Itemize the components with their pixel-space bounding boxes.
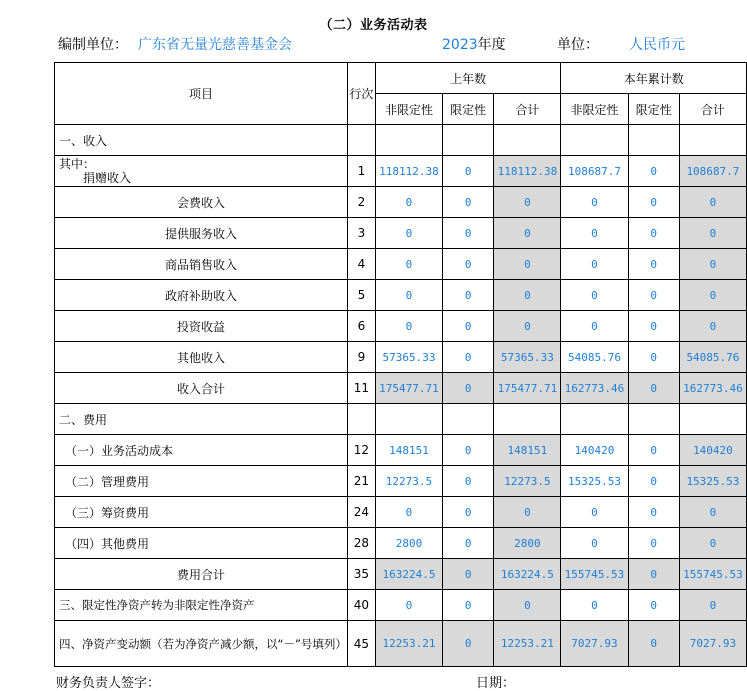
cell-prev-total: 163224.5 [494, 559, 561, 590]
row-label: 提供服务收入 [55, 218, 348, 249]
row-label: 会费收入 [55, 187, 348, 218]
cell-cur-total [679, 404, 746, 435]
cell-prev-restricted: 0 [443, 435, 494, 466]
cell-prev-unrestricted: 0 [375, 249, 442, 280]
cell-prev-restricted: 0 [443, 373, 494, 404]
cell-cur-unrestricted: 0 [561, 311, 628, 342]
cell-cur-unrestricted [561, 404, 628, 435]
table-row [55, 621, 747, 667]
table-row [55, 404, 747, 435]
cell-prev-total [494, 125, 561, 156]
cell-prev-total: 12273.5 [494, 466, 561, 497]
cell-prev-unrestricted: 118112.38 [375, 156, 442, 187]
report-year-suffix: 年度 [477, 37, 506, 53]
cell-prev-unrestricted [375, 125, 442, 156]
row-line-number: 35 [347, 559, 375, 590]
cell-prev-unrestricted: 0 [375, 311, 442, 342]
row-line-number [347, 404, 375, 435]
cell-cur-unrestricted: 54085.76 [561, 342, 628, 373]
cell-cur-restricted: 0 [628, 528, 679, 559]
cell-cur-unrestricted [561, 125, 628, 156]
cell-cur-total: 0 [679, 187, 746, 218]
activity-table [54, 62, 747, 667]
table-row [55, 373, 747, 404]
cell-cur-total: 0 [679, 590, 746, 621]
cell-cur-unrestricted: 0 [561, 249, 628, 280]
cell-cur-restricted: 0 [628, 311, 679, 342]
cell-cur-total: 108687.7 [679, 156, 746, 187]
unit-name: 广东省无量光慈善基金会 [138, 37, 292, 53]
cell-cur-total: 54085.76 [679, 342, 746, 373]
table-body [55, 125, 747, 667]
cell-cur-unrestricted: 0 [561, 280, 628, 311]
cell-cur-total: 162773.46 [679, 373, 746, 404]
table-row [55, 280, 747, 311]
cell-prev-restricted: 0 [443, 528, 494, 559]
cell-cur-restricted [628, 125, 679, 156]
cell-prev-restricted: 0 [443, 156, 494, 187]
cell-cur-total: 7027.93 [679, 621, 746, 667]
row-line-number: 1 [347, 156, 375, 187]
cell-cur-total: 155745.53 [679, 559, 746, 590]
report-period [442, 34, 506, 54]
cell-cur-restricted: 0 [628, 621, 679, 667]
header-prev-unrestricted: 非限定性 [375, 94, 442, 125]
cell-cur-unrestricted: 0 [561, 218, 628, 249]
cell-prev-restricted [443, 404, 494, 435]
cell-prev-restricted: 0 [443, 621, 494, 667]
header-line: 行次 [347, 63, 375, 125]
row-line-number: 24 [347, 497, 375, 528]
cell-cur-total: 15325.53 [679, 466, 746, 497]
cell-prev-total [494, 404, 561, 435]
header-item: 项目 [55, 63, 348, 125]
cell-cur-unrestricted: 0 [561, 187, 628, 218]
cell-cur-unrestricted: 155745.53 [561, 559, 628, 590]
cell-prev-total: 12253.21 [494, 621, 561, 667]
cell-cur-restricted: 0 [628, 497, 679, 528]
cell-cur-restricted: 0 [628, 590, 679, 621]
header-cur-year: 本年累计数 [561, 63, 747, 94]
cell-prev-total: 0 [494, 187, 561, 218]
row-line-number: 9 [347, 342, 375, 373]
cell-prev-unrestricted: 0 [375, 218, 442, 249]
row-label: 费用合计 [55, 559, 348, 590]
row-label: 三、限定性净资产转为非限定性净资产 [55, 590, 348, 621]
currency-label: 单位： [557, 37, 599, 53]
row-line-number: 5 [347, 280, 375, 311]
cell-cur-restricted: 0 [628, 218, 679, 249]
row-label: 商品销售收入 [55, 249, 348, 280]
table-row [55, 497, 747, 528]
cell-cur-restricted: 0 [628, 466, 679, 497]
row-line-number: 6 [347, 311, 375, 342]
cell-prev-unrestricted: 12253.21 [375, 621, 442, 667]
header-prev-restricted: 限定性 [443, 94, 494, 125]
table-row [55, 249, 747, 280]
cell-prev-restricted: 0 [443, 249, 494, 280]
currency-value: 人民币元 [629, 37, 685, 53]
cell-prev-restricted: 0 [443, 311, 494, 342]
cell-cur-total: 0 [679, 528, 746, 559]
cell-prev-total: 0 [494, 311, 561, 342]
footer-date: 日期： [476, 676, 516, 691]
row-label: （四）其他费用 [55, 528, 348, 559]
header-cur-restricted: 限定性 [628, 94, 679, 125]
cell-prev-restricted: 0 [443, 590, 494, 621]
cell-cur-unrestricted: 15325.53 [561, 466, 628, 497]
row-label: 收入合计 [55, 373, 348, 404]
cell-cur-total: 0 [679, 497, 746, 528]
cell-cur-unrestricted: 0 [561, 497, 628, 528]
cell-prev-restricted: 0 [443, 218, 494, 249]
header-prev-total: 合计 [494, 94, 561, 125]
cell-cur-restricted: 0 [628, 280, 679, 311]
cell-cur-total: 0 [679, 249, 746, 280]
row-label-prefix: 其中： [59, 157, 96, 171]
table-row [55, 311, 747, 342]
header-prev-year: 上年数 [375, 63, 561, 94]
cell-prev-restricted: 0 [443, 497, 494, 528]
cell-cur-restricted: 0 [628, 249, 679, 280]
cell-cur-total: 0 [679, 280, 746, 311]
row-label: 投资收益 [55, 311, 348, 342]
cell-prev-total: 175477.71 [494, 373, 561, 404]
cell-prev-restricted [443, 125, 494, 156]
cell-prev-unrestricted: 2800 [375, 528, 442, 559]
cell-prev-total: 0 [494, 280, 561, 311]
cell-prev-restricted: 0 [443, 559, 494, 590]
cell-prev-unrestricted: 57365.33 [375, 342, 442, 373]
row-label: （二）管理费用 [55, 466, 348, 497]
table-row [55, 342, 747, 373]
cell-cur-unrestricted: 7027.93 [561, 621, 628, 667]
cell-prev-unrestricted: 175477.71 [375, 373, 442, 404]
table-row [55, 590, 747, 621]
row-label: 二、费用 [55, 404, 348, 435]
cell-cur-restricted: 0 [628, 156, 679, 187]
cell-prev-total: 0 [494, 497, 561, 528]
row-line-number: 2 [347, 187, 375, 218]
row-label: 四、净资产变动额（若为净资产减少额，以“－”号填列） [55, 621, 348, 667]
table-row [55, 466, 747, 497]
row-line-number: 21 [347, 466, 375, 497]
cell-cur-total: 140420 [679, 435, 746, 466]
table-row [55, 559, 747, 590]
cell-prev-unrestricted: 0 [375, 497, 442, 528]
cell-prev-total: 0 [494, 249, 561, 280]
cell-prev-restricted: 0 [443, 187, 494, 218]
cell-cur-total [679, 125, 746, 156]
row-line-number: 40 [347, 590, 375, 621]
cell-prev-unrestricted: 163224.5 [375, 559, 442, 590]
cell-prev-restricted: 0 [443, 280, 494, 311]
cell-prev-total: 57365.33 [494, 342, 561, 373]
row-line-number: 45 [347, 621, 375, 667]
row-line-number: 4 [347, 249, 375, 280]
table-row [55, 528, 747, 559]
table-row [55, 156, 747, 187]
cell-cur-unrestricted: 162773.46 [561, 373, 628, 404]
header-cur-total: 合计 [679, 94, 746, 125]
row-line-number: 11 [347, 373, 375, 404]
cell-prev-unrestricted: 0 [375, 280, 442, 311]
report-title: （二）业务活动表 [319, 18, 428, 33]
row-line-number: 28 [347, 528, 375, 559]
cell-prev-total: 0 [494, 590, 561, 621]
row-line-number: 12 [347, 435, 375, 466]
cell-cur-restricted [628, 404, 679, 435]
table-row [55, 125, 747, 156]
unit-label: 编制单位： [58, 37, 128, 53]
row-label: （三）筹资费用 [55, 497, 348, 528]
cell-prev-unrestricted [375, 404, 442, 435]
cell-prev-unrestricted: 148151 [375, 435, 442, 466]
cell-cur-unrestricted: 140420 [561, 435, 628, 466]
footer-signature: 财务负责人签字： [56, 676, 161, 691]
cell-cur-restricted: 0 [628, 342, 679, 373]
cell-prev-total: 0 [494, 218, 561, 249]
cell-cur-restricted: 0 [628, 187, 679, 218]
header-cur-unrestricted: 非限定性 [561, 94, 628, 125]
cell-cur-total: 0 [679, 311, 746, 342]
cell-prev-total: 2800 [494, 528, 561, 559]
table-row [55, 218, 747, 249]
cell-cur-restricted: 0 [628, 559, 679, 590]
table-row [55, 435, 747, 466]
cell-prev-unrestricted: 12273.5 [375, 466, 442, 497]
cell-prev-restricted: 0 [443, 342, 494, 373]
report-year: 2023 [442, 37, 478, 53]
cell-cur-total: 0 [679, 218, 746, 249]
cell-cur-unrestricted: 0 [561, 590, 628, 621]
cell-cur-restricted: 0 [628, 435, 679, 466]
row-label: （一）业务活动成本 [55, 435, 348, 466]
cell-prev-unrestricted: 0 [375, 590, 442, 621]
row-label [55, 156, 348, 187]
cell-prev-unrestricted: 0 [375, 187, 442, 218]
cell-cur-unrestricted: 108687.7 [561, 156, 628, 187]
cell-cur-unrestricted: 0 [561, 528, 628, 559]
row-label: 一、收入 [55, 125, 348, 156]
table-row [55, 187, 747, 218]
cell-prev-total: 118112.38 [494, 156, 561, 187]
row-label-text: 捐赠收入 [83, 171, 132, 185]
cell-cur-restricted: 0 [628, 373, 679, 404]
row-label: 政府补助收入 [55, 280, 348, 311]
row-label: 其他收入 [55, 342, 348, 373]
cell-prev-restricted: 0 [443, 466, 494, 497]
row-line-number: 3 [347, 218, 375, 249]
row-line-number [347, 125, 375, 156]
cell-prev-total: 148151 [494, 435, 561, 466]
